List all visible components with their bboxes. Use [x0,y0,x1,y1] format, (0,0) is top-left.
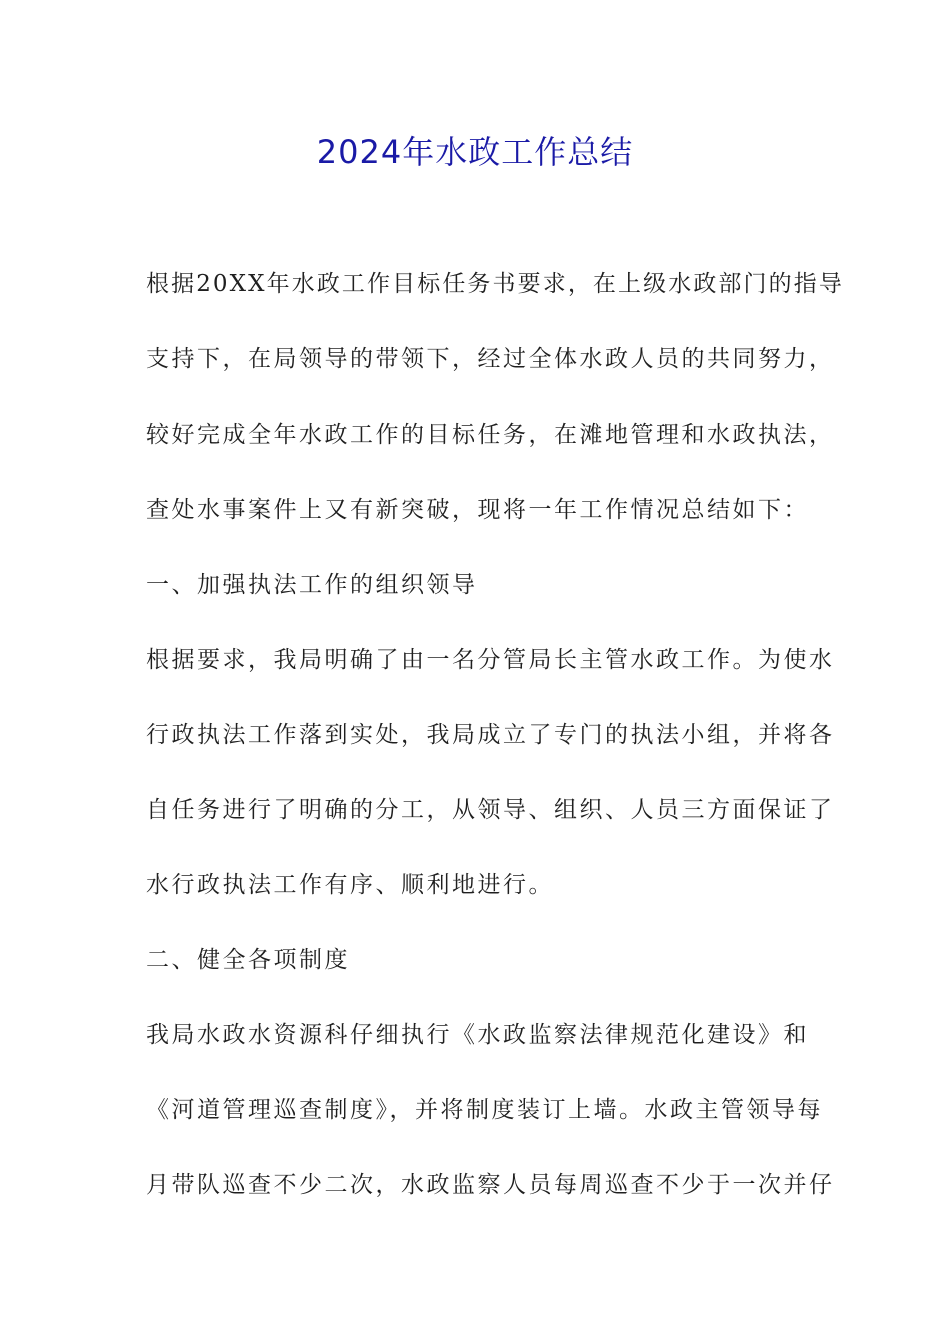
paragraph-line: 较好完成全年水政工作的目标任务，在滩地管理和水政执法， [146,422,835,448]
paragraph-line: 根据要求，我局明确了由一名分管局长主管水政工作。为使水 [146,647,835,673]
document-title: 2024年水政工作总结 [316,133,634,171]
paragraph-line: 根据20XX年水政工作目标任务书要求，在上级水政部门的指导 [146,271,844,297]
paragraph-line: 查处水事案件上又有新突破，现将一年工作情况总结如下： [146,497,809,523]
section-heading: 二、健全各项制度 [146,947,350,973]
paragraph-line: 《河道管理巡查制度》，并将制度装订上墙。水政主管领导每 [146,1097,823,1123]
paragraph-line: 我局水政水资源科仔细执行《水政监察法律规范化建设》和 [146,1022,809,1048]
paragraph-line: 行政执法工作落到实处，我局成立了专门的执法小组，并将各 [146,722,835,748]
paragraph-line: 月带队巡查不少二次，水政监察人员每周巡查不少于一次并仔 [146,1172,835,1198]
section-heading: 一、加强执法工作的组织领导 [146,572,478,598]
paragraph-line: 自任务进行了明确的分工，从领导、组织、人员三方面保证了 [146,797,835,823]
paragraph-line: 水行政执法工作有序、顺利地进行。 [146,872,554,898]
paragraph-line: 支持下，在局领导的带领下，经过全体水政人员的共同努力， [146,346,835,372]
